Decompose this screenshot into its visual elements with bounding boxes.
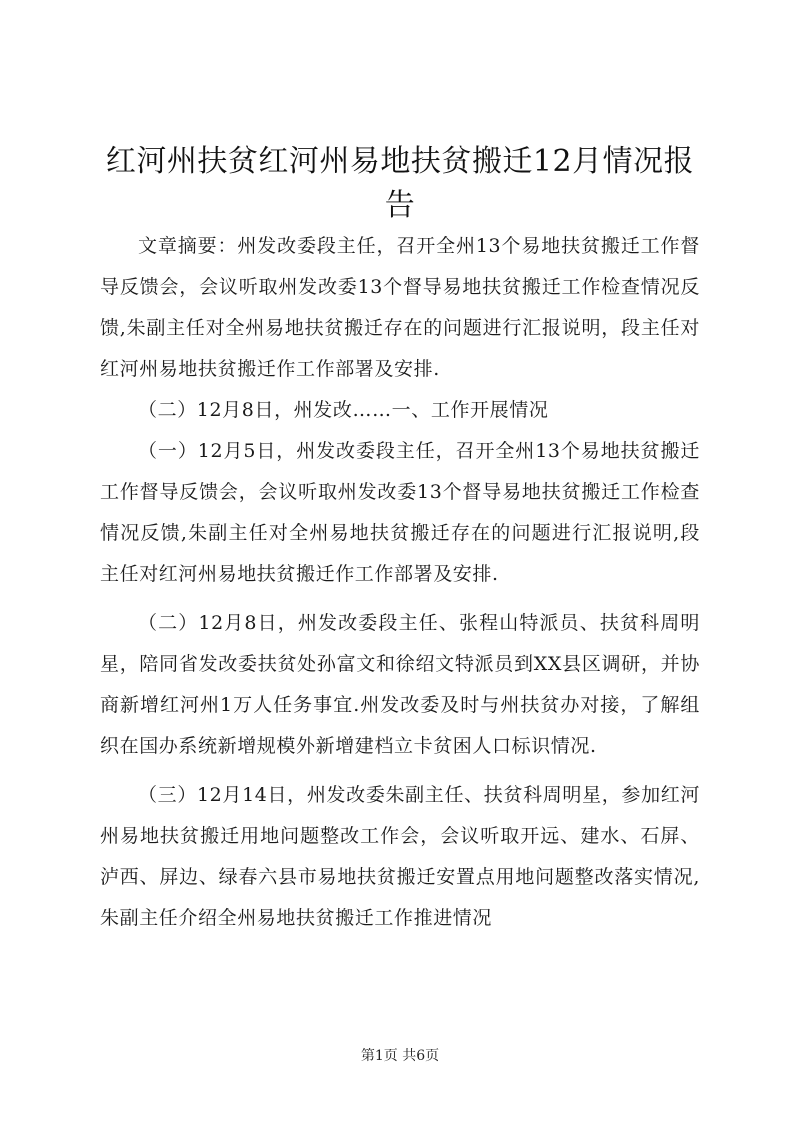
paragraph-section-heading: （二）12月8日，州发改……一、工作开展情况: [138, 399, 549, 421]
paragraph-item-1: （一）12月5日，州发改委段主任，召开全州13个易地扶贫搬迁工作督导反馈会，会议听取州发改委13个督导易地扶贫搬迁工作检查情况反馈,朱副主任对全州易地扶贫搬迁存在的问题进行汇报说明,段主任对红河州易地扶贫搬迁作工作部署及安排.: [100, 440, 700, 585]
paragraph-item-3: （三）12月14日，州发改委朱副主任、扶贫科周明星，参加红河州易地扶贫搬迁用地问题整改工作会，会议听取开远、建水、石屏、泸西、屏边、绿春六县市易地扶贫搬迁安置点用地问题整改落实情况,朱副主任介绍全州易地扶贫搬迁工作推进情况: [100, 784, 700, 929]
paragraph-abstract: 文章摘要：州发改委段主任，召开全州13个易地扶贫搬迁工作督导反馈会，会议听取州发改委13个督导易地扶贫搬迁工作检查情况反馈,朱副主任对全州易地扶贫搬迁存在的问题进行汇报说明，段主任对红河州易地扶贫搬迁作工作部署及安排.: [100, 235, 700, 380]
page-number-footer: 第1页 共6页: [360, 1048, 440, 1064]
paragraph-item-2: （二）12月8日，州发改委段主任、张程山特派员、扶贫科周明星，陪同省发改委扶贫处孙富文和徐绍文特派员到XX县区调研，并协商新增红河州1万人任务事宜.州发改委及时与州扶贫办对接，了解组织在国办系统新增规模外新增建档立卡贫困人口标识情况.: [100, 612, 700, 757]
document-body: [100, 226, 700, 939]
document-title: 红河州扶贫红河州易地扶贫搬迁12月情况报告: [105, 144, 695, 223]
